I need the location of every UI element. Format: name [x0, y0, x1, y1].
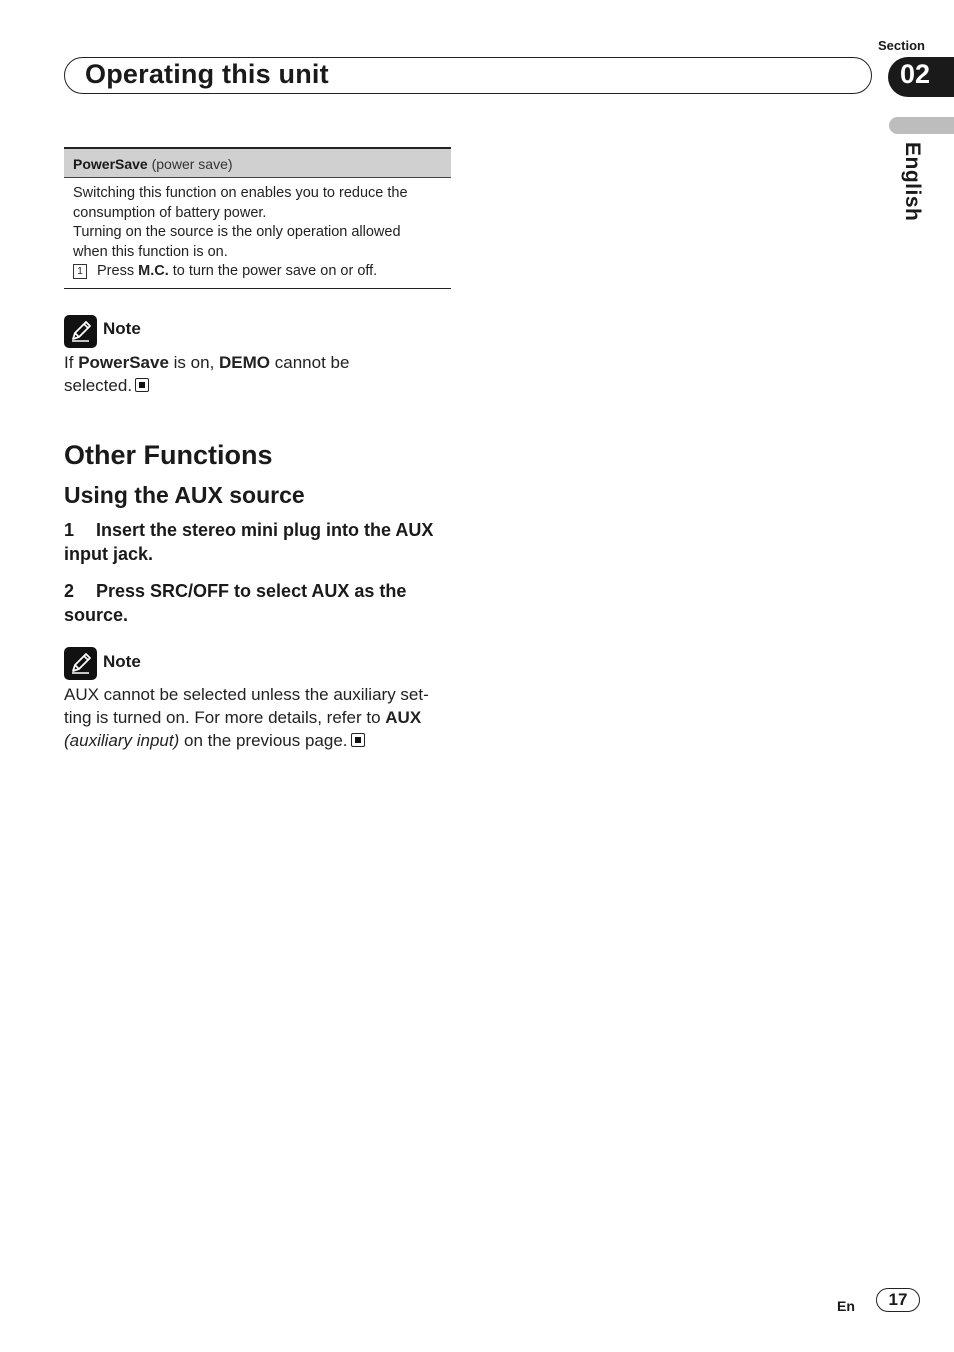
powersave-name: PowerSave: [73, 156, 148, 172]
step-number: 1: [64, 520, 75, 540]
note-bold-powersave: PowerSave: [78, 353, 169, 372]
step-pre: Press: [97, 263, 135, 279]
note-text-part: If: [64, 353, 74, 372]
note-line: AUX cannot be selected unless the auxiliary set-: [64, 685, 429, 704]
note-text-part: selected.: [64, 376, 133, 395]
page-title: Operating this unit: [85, 59, 329, 89]
section-heading: Other Functions: [64, 440, 273, 470]
powersave-box: [64, 147, 451, 289]
section-number-tab: [888, 57, 954, 97]
powersave-body-line: consumption of battery power.: [73, 204, 267, 221]
note-bold-aux: AUX: [385, 708, 422, 727]
note-pencil-icon: [64, 647, 97, 680]
note-text: [64, 351, 444, 397]
step-2: [64, 579, 444, 627]
step-number: 2: [64, 581, 75, 601]
powersave-body-line: when this function is on.: [73, 243, 228, 260]
powersave-body-line: Turning on the source is the only operation allowed: [73, 224, 401, 240]
page-number: 17: [876, 1288, 920, 1312]
powersave-desc: (power save): [151, 156, 233, 172]
language-label: English: [901, 142, 924, 222]
note-text-part: cannot be: [274, 353, 350, 372]
note-label: Note: [103, 319, 141, 338]
section-number: 02: [900, 59, 931, 89]
end-mark-icon: [135, 378, 149, 392]
step-key: M.C.: [138, 263, 169, 279]
section-label: Section: [878, 38, 925, 53]
end-mark-icon: [351, 733, 365, 747]
powersave-header: [64, 147, 451, 178]
step-text: Press SRC/OFF to select AUX as the source.: [64, 581, 407, 625]
step-post: to turn the power save on or off.: [172, 263, 378, 279]
language-tab: [889, 117, 954, 134]
subsection-heading: Using the AUX source: [64, 482, 305, 508]
note-italic: (auxiliary input): [64, 731, 180, 750]
step-1: [64, 518, 444, 566]
note-pencil-icon: [64, 315, 97, 348]
note-label: Note: [103, 652, 141, 671]
step-number-box: 1: [73, 264, 87, 279]
note-text-part: ting is turned on. For more details, refer to: [64, 708, 381, 727]
note-line: [64, 729, 454, 752]
language-code: En: [837, 1298, 855, 1314]
note-text-part: is on,: [173, 353, 215, 372]
powersave-body: [64, 178, 451, 289]
powersave-body-line: Switching this function on enables you to reduce the: [73, 185, 408, 201]
note-text: [64, 683, 454, 752]
title-bar: [64, 57, 872, 94]
step-text: Insert the stereo mini plug into the AUX input jack.: [64, 520, 434, 564]
note-text-part: on the previous page.: [184, 731, 348, 750]
note-line: [64, 706, 454, 729]
note-bold-demo: DEMO: [219, 353, 271, 372]
powersave-step: [73, 262, 442, 282]
